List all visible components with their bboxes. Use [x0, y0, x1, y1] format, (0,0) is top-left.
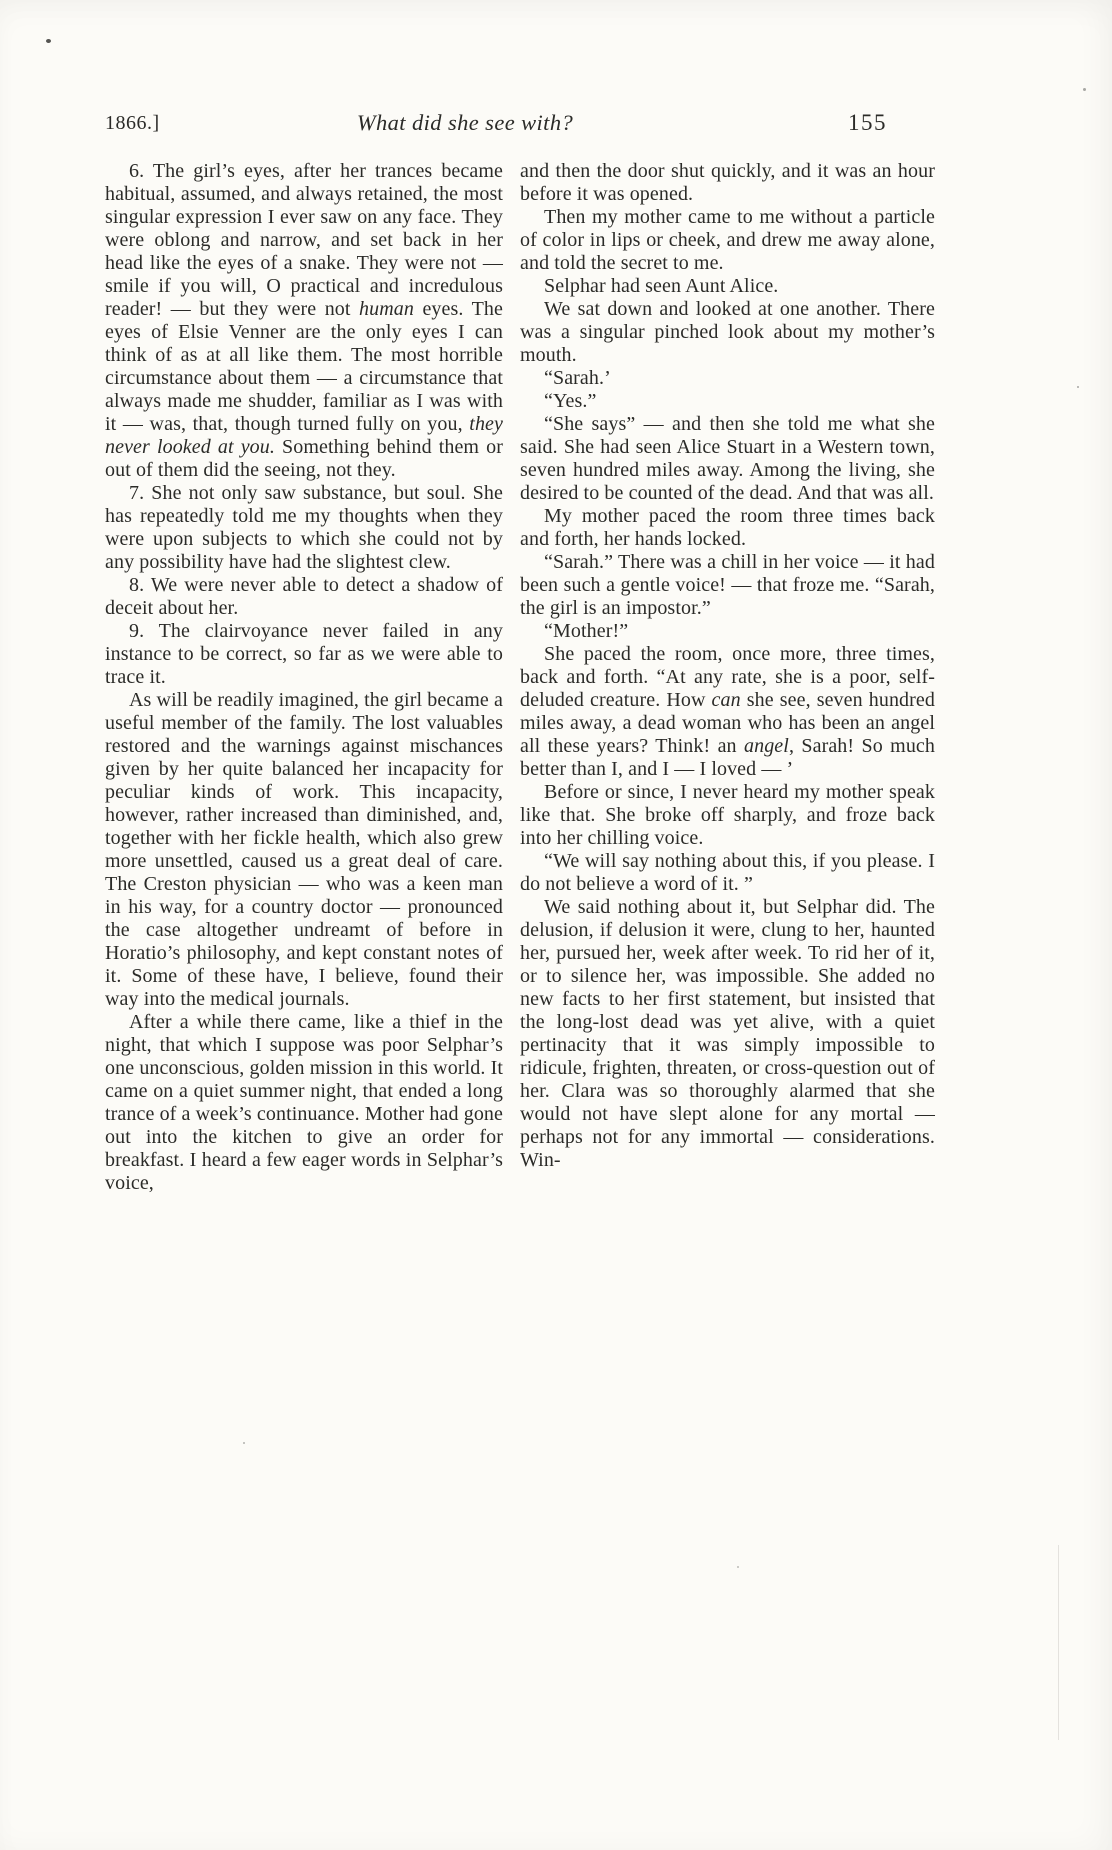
paragraph: [520, 850, 935, 896]
text-run: “Sarah.’: [544, 367, 611, 389]
text-run: We said nothing about it, but Selphar did. The delusion, if delusion it were, clung to her, haunted her, pursued her, week after week. To rid her of it, or to silence her, was impossible. She added no new facts to her first statement, but insisted that the long-lost dead was yet alive, with a quiet pertinacity that it was simply impossible to ridicule, frighten, threaten, or cross-question out of her. Clara was so thoroughly alarmed that she would not have slept alone for any mortal — perhaps not for any immortal — considerations. Win-: [520, 896, 935, 1171]
text-run: Before or since, I never heard my mother speak like that. She broke off sharply, and froze back into her chilling voice.: [520, 781, 935, 849]
text-run: Something behind them or out of them did the seeing, not they.: [105, 436, 503, 481]
scan-line: [1058, 1545, 1059, 1740]
paragraph: [520, 160, 935, 206]
paragraph: [520, 505, 935, 551]
text-run: “Sarah.” There was a chill in her voice — it had been such a gentle voice! — that froze me. “Sarah, the girl is an impostor.”: [520, 551, 935, 619]
paragraph: [105, 620, 503, 689]
text-run: 6. The girl’s eyes, after her trances became habitual, assumed, and always retained, the most singular expression I ever saw on any face. They were oblong and narrow, and set back in her head like the eyes of a snake. They were not — smile if you will, O practical and incredulous reader! — but they were not: [105, 160, 503, 320]
paragraph: [520, 781, 935, 850]
text-run: Then my mother came to me without a particle of color in lips or cheek, and drew me away alone, and told the secret to me.: [520, 206, 935, 274]
paragraph: [105, 574, 503, 620]
text-run: After a while there came, like a thief in the night, that which I suppose was poor Selphar’s one unconscious, golden mission in this world. It came on a quiet summer night, that ended a long trance of a week’s continuance. Mother had gone out into the kitchen to give an order for breakfast. I heard a few eager words in Selphar’s voice,: [105, 1011, 503, 1194]
text-run: “She says” — and then she told me what she said. She had seen Alice Stuart in a Western town, seven hundred miles away. Among the living, she desired to be counted of the dead. And that was all.: [520, 413, 935, 504]
paragraph: [520, 298, 935, 367]
header-page-number: 155: [848, 110, 887, 135]
paragraph: [520, 413, 935, 505]
italic-run: can: [711, 689, 741, 711]
text-run: 9. The clairvoyance never failed in any instance to be correct, so far as we were able to trace it.: [105, 620, 503, 688]
italic-run: human: [359, 298, 414, 320]
text-run: She paced the room, once more, three times, back and forth. “At any rate, she is a poor, self-deluded creature. How: [520, 643, 935, 711]
scan-speck: [1083, 88, 1086, 91]
right-column: [520, 160, 935, 1195]
text-run: 7. She not only saw substance, but soul. She has repeatedly told me my thoughts when they were upon subjects to which she could not by any possibility have had the slightest clew.: [105, 482, 503, 573]
paragraph: [105, 482, 503, 574]
italic-run: they never looked at you.: [105, 413, 503, 458]
text-run: We sat down and looked at one another. There was a singular pinched look about my mother’s mouth.: [520, 298, 935, 366]
text-run: 8. We were never able to detect a shadow of deceit about her.: [105, 574, 503, 619]
paragraph: [520, 275, 935, 298]
paragraph: [105, 1011, 503, 1195]
text-run: Selphar had seen Aunt Alice.: [544, 275, 779, 297]
text-run: “Yes.”: [544, 390, 597, 412]
header-year: 1866.]: [105, 112, 160, 134]
paragraph: [520, 896, 935, 1172]
text-run: “We will say nothing about this, if you please. I do not believe a word of it. ”: [520, 850, 935, 895]
paragraph: [520, 206, 935, 275]
header-title: What did she see with?: [356, 110, 574, 135]
paragraph: [520, 643, 935, 781]
paragraph: [520, 367, 935, 390]
left-column: [105, 160, 503, 1195]
text-run: My mother paced the room three times back and forth, her hands locked.: [520, 505, 935, 550]
text-columns: [105, 160, 935, 1195]
text-run: As will be readily imagined, the girl became a useful member of the family. The lost valuables restored and the warnings against mischances given by her quite balanced her incapacity for peculiar kinds of work. This incapacity, however, rather increased than diminished, and, together with her fickle health, which also grew more unsettled, caused us a great deal of care. The Creston physician — who was a keen man in his way, for a country doctor — pronounced the case altogether undreamt of before in Horatio’s philosophy, and kept constant notes of it. Some of these have, I believe, found their way into the medical journals.: [105, 689, 503, 1010]
text-run: , Sarah! So much better than I, and I — I loved — ’: [520, 735, 936, 780]
paragraph: [520, 551, 935, 620]
scan-speck: [46, 39, 51, 43]
scan-speck: [1077, 386, 1079, 388]
text-run: eyes. The eyes of Elsie Venner are the only eyes I can think of as at all like them. The most horrible circumstance about them — a circumstance that always made me shudder, familiar as I was with it — was, that, though turned fully on you,: [105, 298, 503, 435]
text-run: “Mother!”: [544, 620, 629, 642]
paragraph: [105, 160, 503, 482]
paragraph: [520, 620, 935, 643]
paragraph: [105, 689, 503, 1011]
text-run: and then the door shut quickly, and it was an hour before it was opened.: [520, 160, 935, 205]
italic-run: angel: [744, 735, 789, 757]
text-run: she see, seven hundred miles away, a dead woman who has been an angel all these years? Think! an: [520, 689, 935, 757]
scan-speck: [243, 1442, 245, 1444]
running-head: [0, 110, 1112, 144]
scan-speck: [737, 1566, 739, 1568]
paragraph: [520, 390, 935, 413]
